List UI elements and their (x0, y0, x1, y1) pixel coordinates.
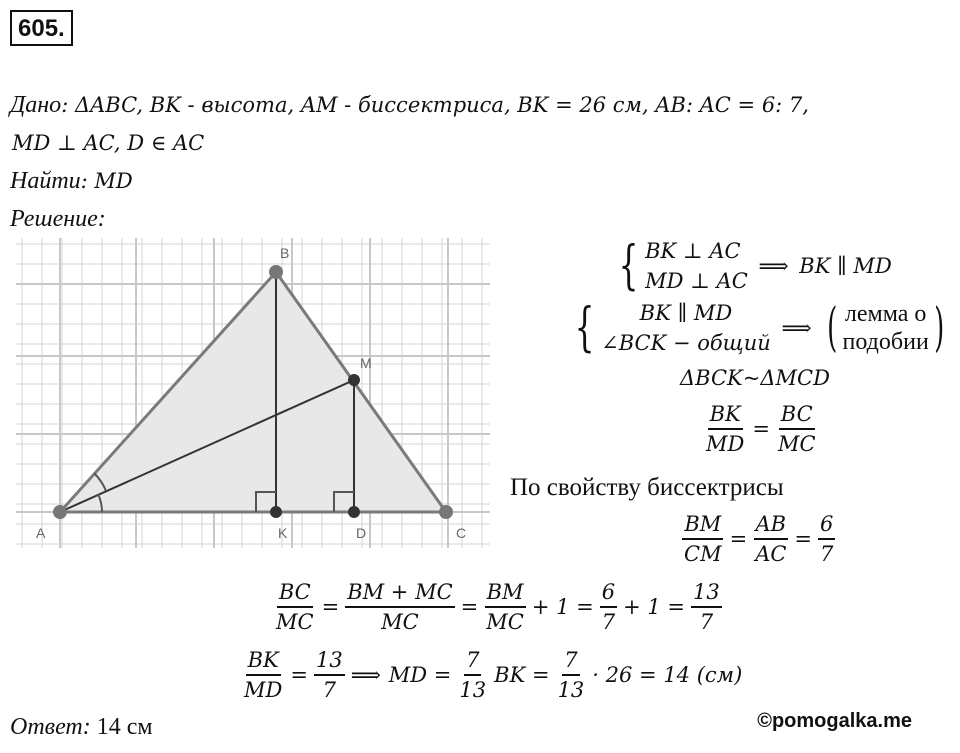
implies-2: ⟹ (781, 316, 812, 340)
answer-label: Ответ: (10, 714, 91, 740)
system-2: { BK ∥ MD ∠BCK − общий ⟹ ( лемма о подобии ) (574, 298, 945, 358)
point-d (348, 506, 360, 518)
label-m: M (360, 355, 372, 371)
label-c: C (456, 525, 467, 541)
label-b: B (280, 245, 290, 261)
sys1-line-a: BK ⊥ AC (645, 239, 741, 263)
ratio-1: $\frac{BK}{MD}$ = $\frac{BC}{MC}$ (706, 402, 816, 456)
bisector-property: По свойству биссектрисы (510, 474, 784, 501)
point-m (348, 374, 360, 386)
answer-value: 14 см (90, 714, 153, 740)
answer-line (10, 712, 153, 742)
ratio-2: $\frac{BM}{CM}$ = $\frac{AB}{AC}$ = $\frac{6}{7}$ (684, 512, 834, 566)
point-b (269, 265, 283, 279)
sys2-line-b: ∠BCK − общий (601, 331, 771, 355)
system-1: { BK ⊥ AC MD ⊥ AC ⟹ BK ∥ MD (618, 236, 892, 296)
label-k: K (278, 525, 288, 541)
ratio-4: $\frac{BK}{MD}$ = $\frac{13}{7}$ ⟹ MD = $\frac{7}{13}$ BK = $\frac{7}{13}$ · 26 = 14 (см) (244, 648, 743, 702)
given-label: Дано (10, 92, 62, 118)
sys2-line-a: BK ∥ MD (639, 301, 733, 325)
problem-number: 605. (10, 10, 73, 46)
point-a (53, 505, 67, 519)
point-k (270, 506, 282, 518)
solution-label: Решение: (10, 206, 106, 232)
find-label: Найти (10, 168, 81, 194)
triangle-figure (16, 238, 490, 548)
label-d: D (356, 525, 367, 541)
implies-1: ⟹ (758, 254, 789, 278)
given-line-2: MD ⊥ AC, D ∈ AC (12, 131, 205, 155)
similarity: ΔBCK~ΔMCD (680, 366, 830, 390)
given-text: : ΔABC, BK - высота, AM - биссектриса, BK = 26 см, AB: AC = 6: 7, (61, 93, 809, 117)
sys1-result: BK ∥ MD (799, 254, 892, 278)
find-value: : MD (80, 169, 133, 193)
point-c (439, 505, 453, 519)
watermark: ©pomogalka.me (757, 710, 912, 732)
label-a: A (36, 525, 46, 541)
ratio-3: $\frac{BC}{MC}$ = $\frac{BM + MC}{MC}$ = $\frac{BM}{MC}$ + 1 = $\frac{6}{7}$ + 1 = $\frac{13}{7}$ (276, 580, 720, 634)
triangle-abc (60, 272, 446, 512)
lemma-label: лемма о подобии (842, 301, 929, 355)
find-line (10, 166, 133, 196)
sys1-line-b: MD ⊥ AC (645, 269, 748, 293)
given-line-1 (10, 90, 809, 120)
